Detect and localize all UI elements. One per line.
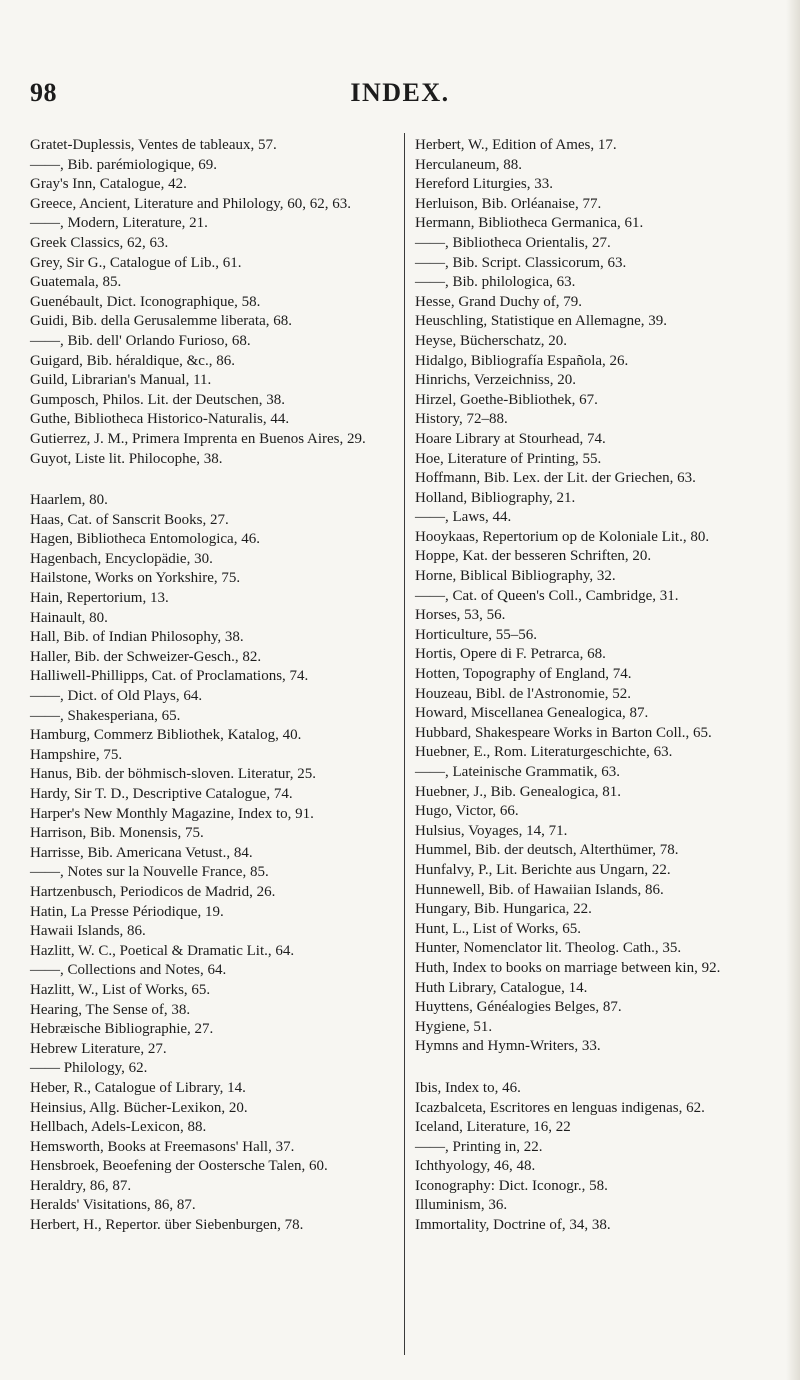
index-entry: Hoare Library at Stourhead, 74. (415, 430, 606, 447)
index-column-left (30, 136, 390, 1236)
index-entry: ——, Bib. dell' Orlando Furioso, 68. (30, 332, 251, 349)
running-head: INDEX. (350, 78, 450, 107)
index-entry: Hartzenbusch, Periodicos de Madrid, 26. (30, 883, 276, 900)
index-entry: Gutierrez, J. M., Primera Imprenta en Buenos Aires, 29. (30, 430, 366, 447)
index-entry: Ibis, Index to, 46. (415, 1079, 521, 1096)
index-entry: Hooykaas, Repertorium op de Koloniale Lit., 80. (415, 528, 710, 545)
index-entry: Hymns and Hymn-Writers, 33. (415, 1038, 601, 1055)
index-entry: Heber, R., Catalogue of Library, 14. (30, 1079, 246, 1096)
index-entry: Hailstone, Works on Yorkshire, 75. (30, 570, 241, 587)
index-entry: Hinrichs, Verzeichniss, 20. (415, 372, 576, 389)
index-entry: Hunt, L., List of Works, 65. (415, 920, 582, 937)
index-entry: Heuschling, Statistique en Allemagne, 39. (415, 313, 668, 330)
index-column-right (415, 136, 785, 1236)
index-entry: ——, Dict. of Old Plays, 64. (30, 688, 203, 705)
index-entry: Hatin, La Presse Périodique, 19. (30, 903, 224, 920)
index-entry: Haarlem, 80. (30, 492, 108, 509)
index-entry: Hortis, Opere di F. Petrarca, 68. (415, 646, 606, 663)
index-entry: Hamburg, Commerz Bibliothek, Katalog, 40. (30, 727, 302, 744)
index-entry: Gray's Inn, Catalogue, 42. (30, 176, 187, 193)
index-entry: Hellbach, Adels-Lexicon, 88. (30, 1119, 207, 1136)
index-entry: ——, Bib. Script. Classicorum, 63. (415, 254, 627, 271)
index-entry: Guigard, Bib. héraldique, &c., 86. (30, 352, 235, 369)
index-entry: Hearing, The Sense of, 38. (30, 1001, 191, 1018)
index-entry: Herbert, H., Repertor. über Siebenburgen, 78. (30, 1217, 304, 1234)
index-entry: Hall, Bib. of Indian Philosophy, 38. (30, 629, 244, 646)
index-entry: Greece, Ancient, Literature and Philology, 60, 62, 63. (30, 195, 352, 212)
index-entry: ——, Lateinische Grammatik, 63. (415, 764, 620, 780)
index-entry: Hygiene, 51. (415, 1018, 493, 1035)
index-entry: Hotten, Topography of England, 74. (415, 666, 632, 683)
index-entry: Heinsius, Allg. Bücher-Lexikon, 20. (30, 1099, 248, 1116)
index-entry: ——, Bibliotheca Orientalis, 27. (415, 234, 611, 251)
index-entry: ——, Laws, 44. (415, 509, 512, 526)
section-gap (30, 469, 390, 491)
index-entry: Hunter, Nomenclator lit. Theolog. Cath., 35. (415, 940, 682, 957)
index-entry: Hazlitt, W., List of Works, 65. (30, 981, 211, 998)
index-entry: Horses, 53, 56. (415, 607, 506, 624)
index-entry: Huebner, J., Bib. Genealogica, 81. (415, 783, 622, 800)
index-entry: Hemsworth, Books at Freemasons' Hall, 37. (30, 1138, 295, 1155)
index-entry: Holland, Bibliography, 21. (415, 489, 576, 506)
index-entry: Heraldry, 86, 87. (30, 1177, 132, 1194)
index-entry: Hermann, Bibliotheca Germanica, 61. (415, 215, 644, 232)
index-entry: Hubbard, Shakespeare Works in Barton Coll., 65. (415, 724, 712, 741)
index-entry: Hardy, Sir T. D., Descriptive Catalogue, 74. (30, 786, 293, 802)
index-entry: Harper's New Monthly Magazine, Index to, 91. (30, 805, 314, 822)
index-entry: Hidalgo, Bibliografía Española, 26. (415, 352, 629, 369)
index-entry: Immortality, Doctrine of, 34, 38. (415, 1217, 611, 1234)
index-entry: Hain, Repertorium, 13. (30, 590, 169, 607)
index-entry: Harrison, Bib. Monensis, 75. (30, 825, 204, 842)
index-entry: Horticulture, 55–56. (415, 626, 538, 643)
index-entry: Harrisse, Bib. Americana Vetust., 84. (30, 844, 253, 861)
index-entry: Gumposch, Philos. Lit. der Deutschen, 38. (30, 391, 285, 408)
index-entry: Hoppe, Kat. der besseren Schriften, 20. (415, 548, 652, 565)
index-entry: Heyse, Bücherschatz, 20. (415, 332, 568, 349)
index-entry: Hagen, Bibliotheca Entomologica, 46. (30, 531, 260, 548)
index-entry: Hainault, 80. (30, 609, 108, 626)
index-entry: Hebræische Bibliographie, 27. (30, 1021, 214, 1038)
index-entry: Grey, Sir G., Catalogue of Lib., 61. (30, 254, 242, 271)
index-entry: Hoe, Literature of Printing, 55. (415, 450, 602, 467)
column-divider (404, 133, 405, 1355)
index-entry: Heralds' Visitations, 86, 87. (30, 1197, 196, 1214)
index-entry: ——, Notes sur la Nouvelle France, 85. (30, 864, 269, 881)
index-entry: Hoffmann, Bib. Lex. der Lit. der Griechen, 63. (415, 470, 696, 487)
index-entry: Houzeau, Bibl. de l'Astronomie, 52. (415, 685, 631, 702)
index-entry: Herculaneum, 88. (415, 156, 523, 173)
index-entry: Hebrew Literature, 27. (30, 1040, 167, 1057)
section-gap (415, 1057, 785, 1079)
index-entry: Hunfalvy, P., Lit. Berichte aus Ungarn, 22. (415, 861, 671, 878)
index-entry: Hummel, Bib. der deutsch, Alterthümer, 78. (415, 842, 679, 859)
index-entry: Illuminism, 36. (415, 1197, 508, 1214)
index-entry: Haas, Cat. of Sanscrit Books, 27. (30, 511, 229, 528)
index-entry: Hanus, Bib. der böhmisch-sloven. Literatur, 25. (30, 766, 317, 783)
index-entry: Ichthyology, 46, 48. (415, 1158, 536, 1175)
index-entry: Iceland, Literature, 16, 22 (415, 1119, 571, 1136)
index-entry: Hunnewell, Bib. of Hawaiian Islands, 86. (415, 881, 664, 898)
index-entry: Guyot, Liste lit. Philocophe, 38. (30, 450, 223, 467)
index-entry: Hugo, Victor, 66. (415, 803, 519, 820)
index-entry: Huth, Index to books on marriage between kin, 92. (415, 959, 721, 976)
page-edge-shadow (786, 0, 800, 1380)
index-entry: ——, Modern, Literature, 21. (30, 215, 208, 232)
index-entry: Herluison, Bib. Orléanaise, 77. (415, 195, 602, 212)
index-entry: Hensbroek, Beoefening der Oostersche Talen, 60. (30, 1158, 328, 1175)
index-entry: Guild, Librarian's Manual, 11. (30, 372, 212, 389)
index-entry: Hampshire, 75. (30, 746, 123, 763)
index-entry: ——, Printing in, 22. (415, 1138, 543, 1155)
index-entry: ——, Cat. of Queen's Coll., Cambridge, 31. (415, 587, 679, 604)
index-entry: Hagenbach, Encyclopädie, 30. (30, 550, 213, 567)
page-number: 98 (30, 78, 57, 107)
index-entry: Halliwell-Phillipps, Cat. of Proclamations, 74. (30, 668, 309, 685)
index-entry: ——, Bib. parémiologique, 69. (30, 156, 218, 173)
index-entry: Hesse, Grand Duchy of, 79. (415, 293, 583, 310)
index-entry: Guatemala, 85. (30, 274, 122, 291)
index-entry: ——, Bib. philologica, 63. (415, 274, 576, 291)
index-entry: Haller, Bib. der Schweizer-Gesch., 82. (30, 648, 262, 665)
index-entry: Howard, Miscellanea Genealogica, 87. (415, 705, 649, 722)
page-header (0, 78, 800, 112)
index-entry: Huebner, E., Rom. Literaturgeschichte, 63. (415, 744, 673, 761)
index-entry: Guidi, Bib. della Gerusalemme liberata, 68. (30, 313, 293, 330)
index-entry: ——, Shakesperiana, 65. (30, 707, 181, 724)
index-entry: Icazbalceta, Escritores en lenguas indigenas, 62. (415, 1099, 705, 1116)
index-entry: Herbert, W., Edition of Ames, 17. (415, 137, 617, 153)
index-entry: Hirzel, Goethe-Bibliothek, 67. (415, 391, 598, 408)
index-entry: —— Philology, 62. (30, 1060, 148, 1077)
index-entry: Hazlitt, W. C., Poetical & Dramatic Lit., 64. (30, 942, 295, 959)
index-entry: Guthe, Bibliotheca Historico-Naturalis, 44. (30, 411, 290, 428)
index-entry: Huth Library, Catalogue, 14. (415, 979, 588, 996)
index-entry: Huyttens, Généalogies Belges, 87. (415, 999, 622, 1016)
index-entry: Horne, Biblical Bibliography, 32. (415, 568, 616, 585)
index-entry: Hulsius, Voyages, 14, 71. (415, 822, 568, 839)
index-entry: Hawaii Islands, 86. (30, 923, 146, 940)
index-entry: Guenébault, Dict. Iconographique, 58. (30, 293, 261, 310)
index-entry: Greek Classics, 62, 63. (30, 234, 169, 251)
index-entry: ——, Collections and Notes, 64. (30, 962, 227, 979)
index-entry: Gratet-Duplessis, Ventes de tableaux, 57. (30, 137, 277, 153)
index-entry: History, 72–88. (415, 411, 508, 428)
index-entry: Hungary, Bib. Hungarica, 22. (415, 901, 592, 918)
index-entry: Hereford Liturgies, 33. (415, 176, 554, 193)
index-entry: Iconography: Dict. Iconogr., 58. (415, 1177, 608, 1194)
